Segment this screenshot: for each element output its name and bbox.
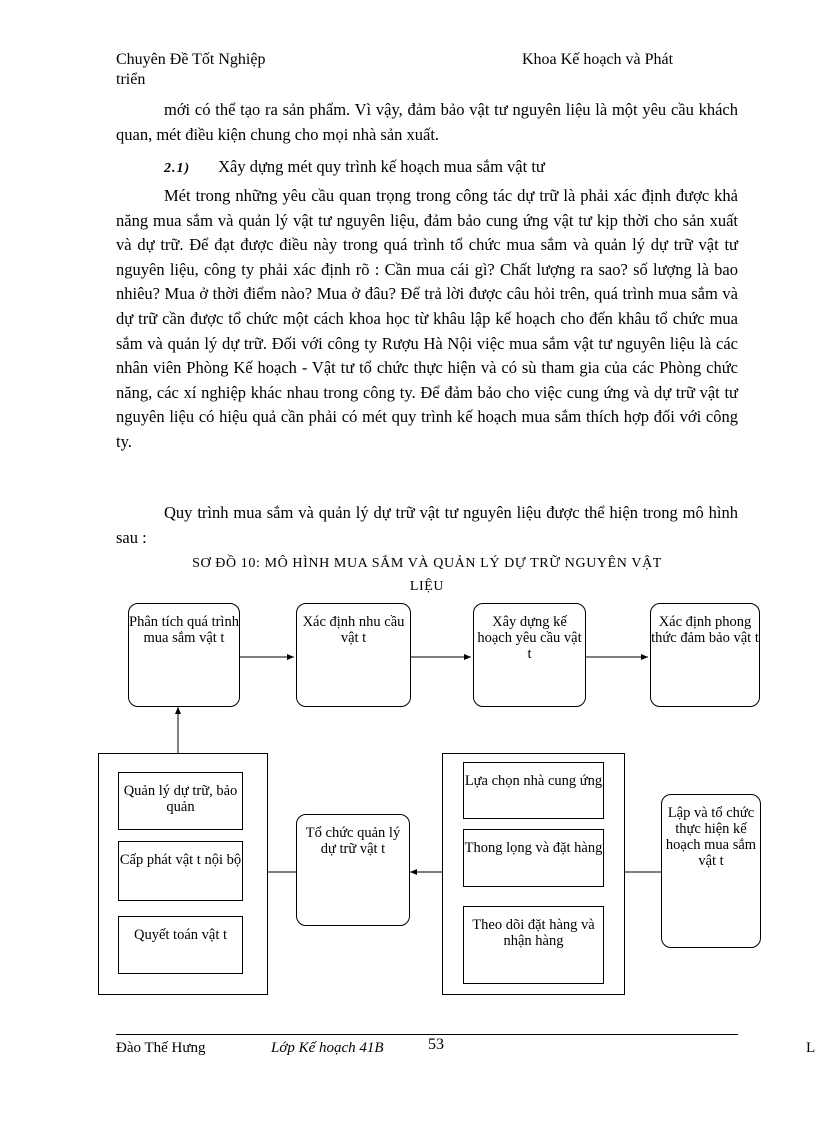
box-settlement: Quyết toán vật t [118, 916, 243, 974]
box-organize-inventory: Tổ chức quản lý dự trữ vật t [296, 814, 410, 926]
box-track-receive: Theo dõi đặt hàng và nhận hàng [463, 906, 604, 984]
box-negotiate-order: Thong lọng và đặt hàng [463, 829, 604, 887]
box-internal-issue: Cấp phát vật t nội bộ [118, 841, 243, 901]
paragraph-3-text: Quy trình mua sắm và quản lý dự trữ vật tư nguyên liệu được thể hiện trong mô hình sau : [116, 503, 738, 547]
footer-rule [116, 1034, 738, 1035]
box-analyze-purchasing: Phân tích quá trình mua sắm vật t [128, 603, 240, 707]
box-determine-needs: Xác định nhu cầu vật t [296, 603, 411, 707]
box-storage-management: Quản lý dự trữ, bảo quản [118, 772, 243, 830]
header-right: Khoa Kế hoạch và Phát [522, 51, 674, 68]
diagram-title-line2: LIỆU [409, 579, 445, 594]
footer-right-cut: L [806, 1040, 816, 1056]
section-title: Xây dựng mét quy trình kế hoạch mua sắm vật tư [218, 157, 545, 176]
header-left: Chuyên Đề Tốt Nghiệp [116, 51, 266, 68]
paragraph-2-text: Mét trong những yêu cầu quan trọng trong công tác dự trữ là phải xác định được khả năng mua sắm và quản lý vật tư nguyên liệu, đảm bảo cung ứng vật tư kịp thời cho sản xuất và dự trữ. Để đạt được điều này trong quá trình tổ chức mua sắm và quản lý dự trữ vật tư nguyên liệu, công ty phải xác định rõ : Cần mua cái gì? Chất lượng ra sao? số lượng là bao nhiêu? Mua ở thời điểm nào? Mua ở đâu? Để trả lời được câu hỏi trên, quá trình mua sắm và dự trữ cần được tổ chức một cách khoa học từ khâu lập kế hoạch cho đến khâu tổ chức mua sắm và quản lý dự trữ. Đối với công ty Rượu Hà Nội việc mua sắm vật tư nguyên liệu là các nhân viên Phòng Kế hoạch - Vật tư tổ chức thực hiện và có sù tham gia của các Phòng chức năng, các xí nghiệp khác nhau trong công ty. Để đảm bảo cho việc cung ứng và dự trữ vật tư nguyên liệu có hiệu quả cần phải có mét quy trình kế hoạch mua sắm thích hợp đối với công ty. [116, 186, 738, 451]
box-supply-method: Xác định phong thức đảm bảo vật t [650, 603, 760, 707]
footer-author: Đào Thế Hưng [116, 1040, 206, 1056]
footer-page-number: 53 [428, 1036, 444, 1053]
box-select-supplier: Lựa chọn nhà cung ứng [463, 762, 604, 819]
section-number: 2.1) [164, 161, 191, 176]
footer-class: Lớp Kế hoạch 41B [271, 1040, 384, 1056]
paragraph-1-text: mới có thể tạo ra sản phẩm. Vì vậy, đảm bảo vật tư nguyên liệu là một yêu cầu khách quan, mét điều kiện chung cho mọi nhà sản xuất. [116, 100, 738, 144]
diagram-title-line1: SƠ ĐỒ 10: MÔ HÌNH MUA SẮM VÀ QUẢN LÝ DỰ TRỮ NGUYÊN VẬT [192, 556, 662, 571]
box-build-plan: Xây dựng kế hoạch yêu cầu vật t [473, 603, 586, 707]
box-plan-execution: Lập và tổ chức thực hiện kế hoạch mua sắm vật t [661, 794, 761, 948]
header-left-wrap: triển [116, 71, 146, 88]
